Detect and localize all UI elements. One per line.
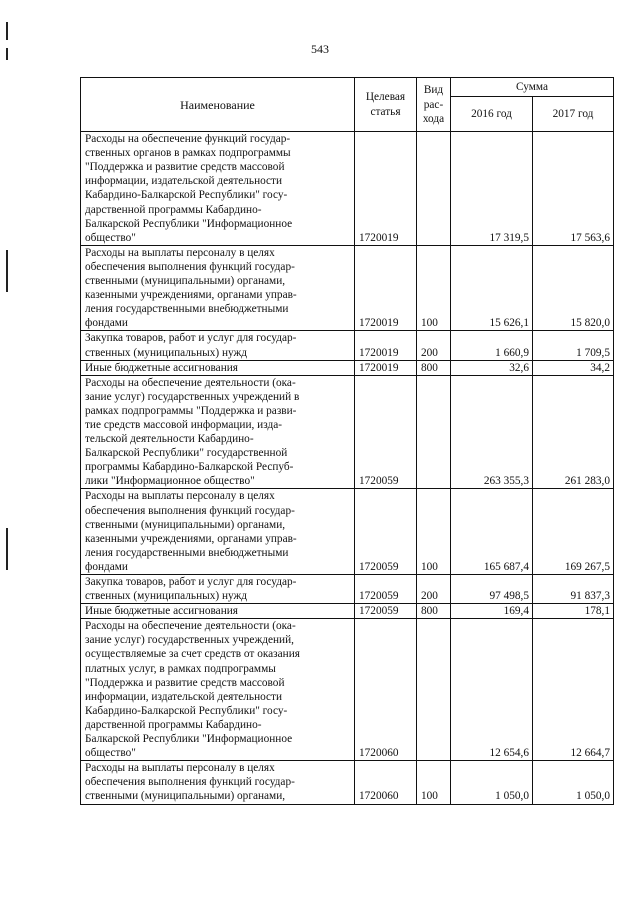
row-amount-2017: 1 709,5 xyxy=(533,331,614,360)
row-name: Закупка товаров, работ и услуг для государ- ственных (муниципальных) нужд xyxy=(81,575,355,604)
row-name: Расходы на выплаты персоналу в целях обеспечения выполнения функций государ- ственными (муниципальными) органами, казенными учреждениями, органами управ- ления государственными внебюджетными фондами xyxy=(81,245,355,331)
row-expense-type: 200 xyxy=(417,575,451,604)
row-amount-2017: 12 664,7 xyxy=(533,619,614,761)
row-amount-2017: 15 820,0 xyxy=(533,245,614,331)
header-sum: Сумма xyxy=(451,78,614,97)
page-number: 543 xyxy=(311,42,329,56)
header-year-2017: 2017 год xyxy=(533,97,614,132)
table-row xyxy=(81,132,614,246)
row-amount-2016: 169,4 xyxy=(451,604,533,619)
table-row xyxy=(81,619,614,761)
row-expense-type: 100 xyxy=(417,245,451,331)
margin-mark-low xyxy=(6,528,8,570)
row-name: Закупка товаров, работ и услуг для государ- ственных (муниципальных) нужд xyxy=(81,331,355,360)
row-target-article: 1720060 xyxy=(355,619,417,761)
header-name: Наименование xyxy=(81,78,355,132)
row-target-article: 1720059 xyxy=(355,575,417,604)
row-expense-type: 200 xyxy=(417,331,451,360)
row-amount-2016: 165 687,4 xyxy=(451,489,533,575)
row-target-article: 1720059 xyxy=(355,375,417,489)
row-name: Расходы на обеспечение деятельности (ока- зание услуг) государственных учреждений в рамках подпрограммы "Поддержка и разви- тие средств массовой информации, изда- тельской деятельности Кабардино- Балкарской Республики" государственной программы Кабардино-Балкарской Респуб- лики "Информационное общество" xyxy=(81,375,355,489)
row-amount-2016: 32,6 xyxy=(451,360,533,375)
row-expense-type: 100 xyxy=(417,761,451,804)
table-row xyxy=(81,489,614,575)
row-expense-type: 800 xyxy=(417,604,451,619)
row-name: Иные бюджетные ассигнования xyxy=(81,360,355,375)
row-name: Расходы на выплаты персоналу в целях обеспечения выполнения функций государ- ственными (муниципальными) органами, казенными учреждениями, органами управ- ления государственными внебюджетными фондами xyxy=(81,489,355,575)
row-name: Расходы на обеспечение деятельности (ока- зание услуг) государственных учреждений, осуществляемые за счет средств от оказания платных услуг, в рамках подпрограммы "Поддержка и развитие средств массовой информации, издательской деятельности Кабардино-Балкарской Республики" госу- дарственной программы Кабардино- Балкарской Республики "Информационное общество" xyxy=(81,619,355,761)
row-expense-type: 100 xyxy=(417,489,451,575)
table-row xyxy=(81,604,614,619)
row-amount-2017: 169 267,5 xyxy=(533,489,614,575)
row-expense-type: 800 xyxy=(417,360,451,375)
row-amount-2017: 1 050,0 xyxy=(533,761,614,804)
table-row xyxy=(81,761,614,804)
row-target-article: 1720060 xyxy=(355,761,417,804)
row-amount-2016: 263 355,3 xyxy=(451,375,533,489)
table-row xyxy=(81,245,614,331)
row-amount-2017: 178,1 xyxy=(533,604,614,619)
table-row xyxy=(81,575,614,604)
header-kind: Вид рас-хода xyxy=(417,78,451,132)
header-year-2016: 2016 год xyxy=(451,97,533,132)
row-target-article: 1720019 xyxy=(355,132,417,246)
row-target-article: 1720019 xyxy=(355,245,417,331)
row-expense-type xyxy=(417,375,451,489)
row-target-article: 1720019 xyxy=(355,331,417,360)
row-name: Расходы на обеспечение функций государ- ственных органов в рамках подпрограммы "Поддержка и развитие средств массовой информации, издательской деятельности Кабардино-Балкарской Республики" госу- дарственной программы Кабардино- Балкарской Республики "Информационное общество" xyxy=(81,132,355,246)
row-amount-2017: 91 837,3 xyxy=(533,575,614,604)
row-target-article: 1720019 xyxy=(355,360,417,375)
row-amount-2016: 1 660,9 xyxy=(451,331,533,360)
row-amount-2016: 97 498,5 xyxy=(451,575,533,604)
row-amount-2017: 17 563,6 xyxy=(533,132,614,246)
table-row xyxy=(81,331,614,360)
row-amount-2016: 12 654,6 xyxy=(451,619,533,761)
row-name: Иные бюджетные ассигнования xyxy=(81,604,355,619)
margin-mark-mid xyxy=(6,250,8,292)
budget-table xyxy=(80,77,614,805)
table-body xyxy=(81,132,614,804)
margin-mark-top xyxy=(6,22,8,40)
row-amount-2016: 15 626,1 xyxy=(451,245,533,331)
row-name: Расходы на выплаты персоналу в целях обеспечения выполнения функций государ- ственными (муниципальными) органами, xyxy=(81,761,355,804)
row-expense-type xyxy=(417,132,451,246)
header-code: Целевая статья xyxy=(355,78,417,132)
row-target-article: 1720059 xyxy=(355,604,417,619)
table-row xyxy=(81,375,614,489)
header-row-1 xyxy=(81,78,614,97)
row-target-article: 1720059 xyxy=(355,489,417,575)
row-expense-type xyxy=(417,619,451,761)
row-amount-2017: 261 283,0 xyxy=(533,375,614,489)
row-amount-2016: 17 319,5 xyxy=(451,132,533,246)
table-row xyxy=(81,360,614,375)
row-amount-2016: 1 050,0 xyxy=(451,761,533,804)
row-amount-2017: 34,2 xyxy=(533,360,614,375)
